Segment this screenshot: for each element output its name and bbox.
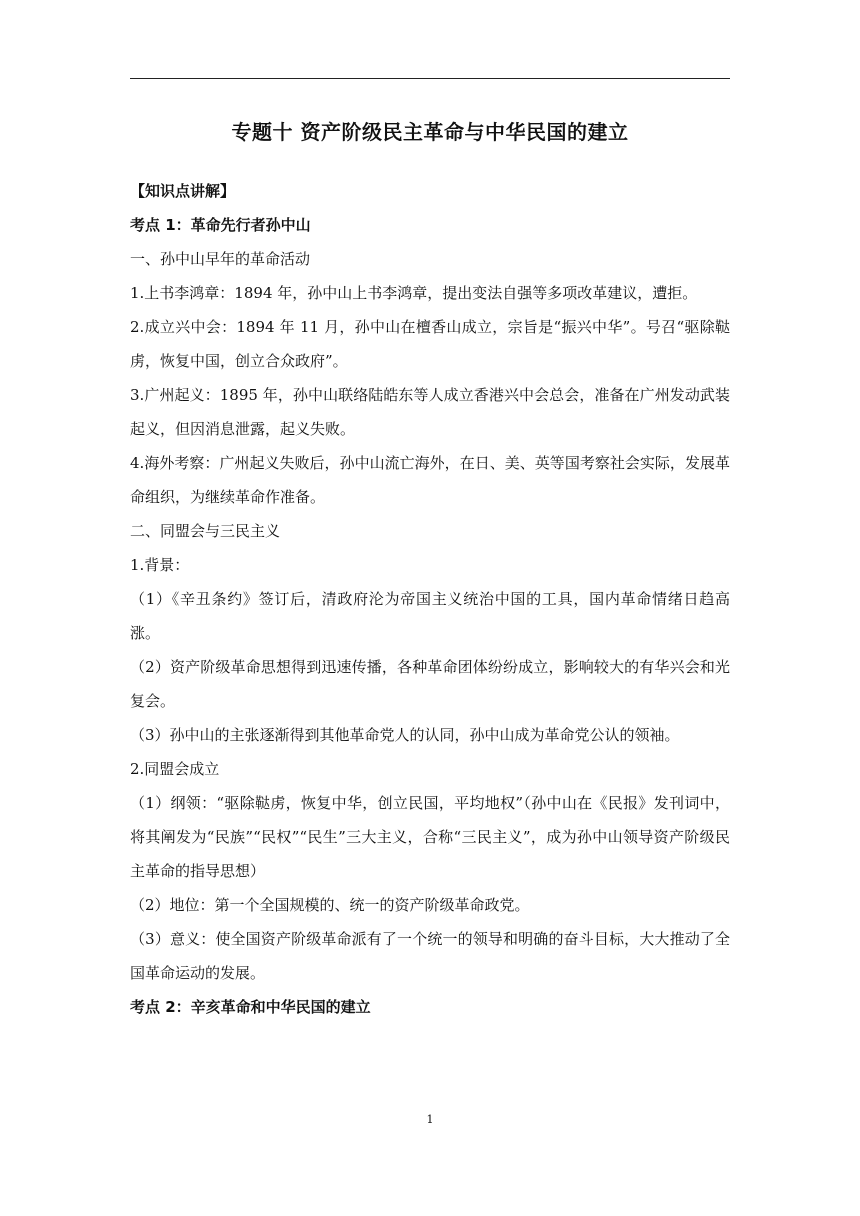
paragraph-background-label: 1.背景： (130, 556, 190, 574)
paragraph-guangzhou-uprising: 3.广州起义：1895 年，孙中山联络陆皓东等人成立香港兴中会总会，准备在广州发动武装起义，但因消息泄露，起义失败。 (130, 386, 730, 438)
subsection-early-activities: 一、孙中山早年的革命活动 (130, 250, 311, 268)
paragraph-significance: （3）意义：使全国资产阶级革命派有了一个统一的领导和明确的奋斗目标，大大推动了全国革命运动的发展。 (130, 930, 730, 982)
section-label-knowledge: 【知识点讲解】 (130, 182, 236, 200)
paragraph-xingzhonghui: 2.成立兴中会：1894 年 11 月，孙中山在檀香山成立，宗旨是“振兴中华”。号召“驱除鞑虏，恢复中国，创立合众政府”。 (130, 318, 730, 370)
paragraph-overseas: 4.海外考察：广州起义失败后，孙中山流亡海外，在日、美、英等国考察社会实际，发展革命组织，为继续革命作准备。 (130, 454, 730, 506)
document-title: 专题十 资产阶级民主革命与中华民国的建立 (231, 120, 629, 144)
paragraph-background-3: （3）孙中山的主张逐渐得到其他革命党人的认同，孙中山成为革命党公认的领袖。 (130, 726, 680, 744)
topic-1-heading: 考点 1：革命先行者孙中山 (130, 216, 311, 234)
header-rule (130, 78, 730, 79)
paragraph-founding-label: 2.同盟会成立 (130, 760, 220, 778)
page-number: 1 (426, 1113, 434, 1126)
paragraph-status: （2）地位：第一个全国规模的、统一的资产阶级革命政党。 (130, 896, 530, 914)
paragraph-program: （1）纲领：“驱除鞑虏，恢复中华，创立民国，平均地权”（孙中山在《民报》发刊词中，将其阐发为“民族”“民权”“民生”三大主义，合称“三民主义”，成为孙中山领导资产阶级民主革命的指导思想） (130, 794, 730, 880)
document-body (130, 174, 730, 1024)
paragraph-background-2: （2）资产阶级革命思想得到迅速传播，各种革命团体纷纷成立，影响较大的有华兴会和光复会。 (130, 658, 730, 710)
subsection-tongmenghui: 二、同盟会与三民主义 (130, 522, 281, 540)
topic-2-heading: 考点 2：辛亥革命和中华民国的建立 (130, 998, 371, 1016)
paragraph-background-1: （1）《辛丑条约》签订后，清政府沦为帝国主义统治中国的工具，国内革命情绪日趋高涨。 (130, 590, 730, 642)
paragraph-li-hongzhang: 1.上书李鸿章：1894 年，孙中山上书李鸿章，提出变法自强等多项改革建议，遭拒。 (130, 284, 698, 302)
